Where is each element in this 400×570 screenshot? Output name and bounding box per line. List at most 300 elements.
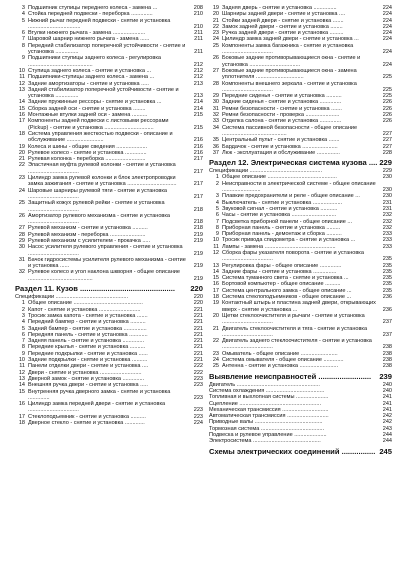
entry-title: Шаровые шарниры рулевой тяги - снятие и установка ................................. (28, 187, 168, 200)
entry-page-number: 217 (193, 193, 203, 200)
entry-title: Контактный штырь и пластина задней двери, открывающих вверх - снятие и установка ... (222, 300, 376, 313)
toc-entry (209, 326, 392, 339)
entry-number: 12 (18, 369, 25, 376)
entry-title: Автоматическая трансмиссия ........................... (209, 413, 329, 420)
entry-title: Задние подкрылки - снятие и установка .......... (28, 357, 148, 364)
entry-number: 8 (21, 42, 25, 49)
entry-title: Ступица заднего колеса - снятие и установка ... (28, 67, 152, 74)
entry-page-number: 235 (382, 281, 392, 288)
entry-page-number: 217 (193, 168, 203, 175)
entry-title: Колеса и шины - общие сведения .................... (28, 143, 148, 150)
entry-number: 13 (18, 375, 25, 382)
entry-page-number: 242 (382, 419, 392, 426)
entry-number: 35 (212, 137, 219, 144)
entry-number: 9 (215, 231, 219, 238)
entry-page-number: 219 (193, 231, 203, 238)
entry-number: 23 (212, 30, 219, 37)
section-heading (209, 158, 392, 167)
entry-page-number: 218 (193, 225, 203, 232)
entry-number: 25 (212, 363, 219, 370)
entry-number: 13 (212, 262, 219, 269)
entry-title: Система охлаждения ...................................... (209, 387, 325, 394)
entry-page-number: 219 (193, 237, 203, 244)
entry-title: Спецификации ............................................... (15, 294, 129, 301)
entry-title: Двигатель заднего стеклоочистителя - снятие и установка ................................. (222, 338, 372, 351)
entry-title: Омыватель - общее описание ........................ (222, 350, 338, 357)
entry-title: Рулевой механизм с усилителем - прокачка ..... (28, 237, 151, 244)
entry-page-number: 221 (193, 306, 203, 313)
toc-right-column (209, 5, 392, 457)
entry-page-number: 244 (382, 432, 392, 438)
toc-entry (209, 55, 392, 68)
entry-page-number: 235 (382, 268, 392, 275)
entry-title: Ремни безопасности - проверка ...................... (222, 112, 340, 119)
section-title: Схемы электрических соединений ................ (209, 446, 376, 456)
entry-title: Нижний рычаг передней подвески - снятие и установка .................................. (28, 17, 171, 30)
entry-page-number: 243 (382, 425, 392, 432)
entry-page-number: 240 (382, 381, 392, 388)
entry-number: 37 (212, 149, 219, 156)
entry-number: 8 (21, 344, 25, 351)
entry-page-number: 224 (382, 11, 392, 18)
entry-page-number: 223 (193, 394, 203, 401)
entry-number: 4 (215, 199, 219, 206)
entry-title: Общее описание ............................................. (222, 174, 337, 181)
entry-number: 17 (18, 413, 25, 420)
toc-entry (15, 55, 203, 68)
entry-page-number: 224 (382, 23, 392, 30)
entry-title: Звуковой сигнал - снятие и установка ........... (222, 205, 338, 212)
toc-entry (15, 87, 203, 100)
entry-page-number: 218 (193, 219, 203, 226)
entry-number: 2 (215, 180, 219, 187)
entry-page-number: 221 (193, 325, 203, 332)
entry-number: 8 (215, 224, 219, 231)
entry-number: 5 (21, 17, 25, 24)
toc-entry (15, 162, 203, 175)
entry-number: 22 (212, 338, 219, 345)
toc-entry (209, 438, 392, 444)
entry-title: Стойка передней подвески - переборка .............. (28, 11, 153, 18)
entry-number: 32 (18, 269, 25, 276)
entry-number: 31 (212, 105, 219, 112)
entry-page-number: 221 (193, 350, 203, 357)
entry-number: 14 (212, 268, 219, 275)
entry-page-number: 219 (193, 250, 203, 257)
entry-page-number: 235 (382, 256, 392, 263)
entry-page-number: 233 (382, 243, 392, 250)
entry-page-number: 217 (193, 181, 203, 188)
entry-title: Задние фары - снятие и установка ............... (222, 268, 337, 275)
entry-page-number: 215 (193, 124, 203, 131)
entry-number: 23 (212, 350, 219, 357)
entry-page-number: 214 (193, 105, 203, 112)
entry-page-number: 224 (382, 5, 392, 11)
entry-number: 17 (212, 287, 219, 294)
entry-title: Приводные валы ............................................ (209, 419, 323, 426)
entry-number: 11 (213, 243, 219, 250)
entry-number: 3 (21, 312, 25, 319)
entry-title: Подшипники ступицы заднего колеса - регулировка .......................................... (28, 55, 161, 68)
entry-page-number: 210 (193, 23, 203, 30)
entry-page-number: 219 (193, 275, 203, 282)
entry-page-number: 212 (193, 61, 203, 68)
entry-page-number: 236 (382, 294, 392, 301)
entry-number: 6 (21, 331, 25, 338)
entry-page-number: 212 (193, 67, 203, 74)
entry-page-number: 230 (382, 193, 392, 200)
entry-title: Приборная панель - демонтаж и сборка .......... (222, 231, 342, 238)
toc-entry (15, 118, 203, 131)
section-heading (209, 372, 392, 381)
entry-number: 31 (18, 256, 25, 263)
entry-title: Люк - эксплуатация и обслуживание ............... (222, 149, 340, 156)
entry-page-number: 236 (382, 306, 392, 313)
entry-page-number: 230 (382, 187, 392, 194)
entry-title: Компоненты задней подвески с листовыми рессорами (Pickup) - снятие и установка ................................ (28, 118, 169, 131)
entry-page-number: 238 (382, 344, 392, 351)
entry-number: 18 (212, 294, 219, 301)
entry-title: Неисправности в электрической системе - общее описание ......................... (222, 180, 376, 194)
entry-title: Передний стабилизатор поперечной устойчивости - снятие и установка ............... (28, 42, 186, 56)
entry-page-number: 221 (193, 357, 203, 364)
entry-number: 25 (212, 42, 219, 49)
entry-number: 19 (212, 5, 219, 11)
entry-number: 32 (212, 112, 219, 119)
entry-page-number: 226 (382, 118, 392, 125)
entry-number: 10 (212, 237, 219, 244)
entry-page-number: 221 (193, 319, 203, 326)
entry-title: Топливная и выхлопная системы ..................... (209, 394, 329, 401)
entry-number: 27 (212, 67, 219, 74)
entry-page-number: 226 (382, 105, 392, 112)
entry-title: Система туманного света - снятие и установка ... (222, 275, 349, 282)
entry-title: Сцепление ..................................................... (209, 400, 321, 407)
entry-page-number: 238 (382, 363, 392, 370)
entry-title: Передние подкрылки - снятие и установка ...... (28, 350, 148, 357)
toc-entry (15, 131, 203, 144)
entry-title: Ремни безопасности - снятие и установка ....... (222, 105, 342, 112)
entry-page-number: 224 (193, 420, 203, 426)
entry-title: Рулевой механизм - переборка ....................... (28, 231, 146, 238)
toc-entry (209, 68, 392, 81)
entry-title: Дверной замок - снятие и установка .............. (28, 375, 145, 382)
entry-number: 12 (18, 80, 25, 87)
toc-entry (209, 81, 392, 94)
entry-title: Боковые задние противорывающиеся окна - снятие и установка ................................. (222, 55, 361, 68)
entry-page-number: 221 (193, 338, 203, 345)
section-heading (15, 284, 203, 293)
entry-title: Задняя дверь - снятие и установка ............... (222, 5, 337, 11)
entry-number: 17 (18, 118, 25, 125)
entry-page-number: 232 (382, 212, 392, 219)
entry-number: 10 (18, 357, 25, 364)
section-page-number: 229 (379, 158, 392, 168)
entry-page-number: 235 (382, 287, 392, 294)
toc-entry (15, 244, 203, 257)
entry-page-number: 216 (193, 149, 203, 156)
entry-page-number: 212 (193, 74, 203, 81)
entry-page-number: 211 (194, 49, 203, 56)
entry-title: Задние пружинные рессоры - снятие и установка ... (28, 99, 162, 106)
entry-title: Подшипники-ступицы заднего колеса - замена ... (28, 74, 155, 81)
entry-page-number: 224 (382, 36, 392, 43)
entry-number: 13 (18, 86, 25, 93)
toc-entry (15, 200, 203, 213)
entry-title: Лампы - замена .............................................. (222, 243, 336, 250)
entry-page-number: 241 (382, 394, 392, 401)
entry-page-number: 235 (382, 275, 392, 282)
entry-title: Отделка салона - снятие и установка .............. (222, 118, 342, 125)
entry-number: 36 (212, 143, 219, 150)
entry-number: 24 (212, 36, 219, 43)
entry-title: Механическая трансмиссия .............................. (209, 406, 329, 413)
entry-number: 21 (212, 17, 219, 24)
entry-number: 26 (212, 55, 219, 62)
entry-number: 24 (212, 357, 219, 364)
entry-title: Защитный кожух рулевой рейки - снятие и установка ................................. (28, 200, 165, 213)
entry-page-number: 224 (382, 30, 392, 37)
entry-number: 16 (18, 112, 25, 119)
toc-entry (209, 363, 392, 369)
section-title: Раздел 12. Электрическая система кузова .... (209, 158, 378, 168)
entry-number: 5 (21, 325, 25, 332)
entry-page-number: 232 (382, 218, 392, 225)
entry-title: Подшипник ступицы переднего колеса - замена ... (28, 5, 158, 11)
entry-title: Бортовой компьютер - общее описание .......... (222, 281, 341, 288)
entry-page-number: 221 (193, 331, 203, 338)
entry-title: Передний бампер - снятие и установка .......... (28, 319, 146, 326)
toc-entry (15, 213, 203, 226)
entry-number: 28 (212, 80, 219, 87)
entry-number: 29 (18, 237, 25, 244)
entry-page-number: 241 (382, 400, 392, 407)
toc-entry (15, 175, 203, 188)
entry-number: 1 (215, 174, 219, 181)
entry-title: Щетки стеклоочистителя и рычаги - снятие и установка ................................. (222, 312, 365, 326)
entry-title: Система центрального замка - общее описание ... (222, 287, 352, 294)
entry-title: Амортизатор рулевого механизма - снятие и установка ................................. (28, 212, 171, 226)
entry-page-number: 223 (193, 382, 203, 389)
entry-number: 3 (21, 5, 25, 11)
toc-entry (15, 18, 203, 31)
entry-title: Замок задней двери - снятие и установка ........ (222, 23, 343, 30)
entry-number: 20 (212, 312, 219, 319)
entry-page-number: 235 (382, 262, 392, 269)
entry-number: 18 (18, 420, 25, 426)
entry-title: Система омывателя - общее описание ............. (222, 357, 344, 364)
entry-number: 19 (18, 143, 25, 150)
entry-title: Боковые задние противорывающиеся окна - замена уплотнителя ............................... (222, 67, 357, 81)
entry-page-number: 213 (193, 80, 203, 87)
entry-number: 6 (21, 30, 25, 37)
entry-number: 6 (215, 212, 219, 219)
entry-title: Подсветка приборной панели - общее описание ... (222, 218, 353, 225)
entry-title: Система управления жесткостью подвески - описание и обслуживание ........................ (28, 130, 173, 144)
entry-title: Выключатель - снятие и установка ................... (222, 199, 343, 206)
entry-number: 7 (21, 36, 25, 43)
entry-title: Плавкие предохранители и реле - общее описание ... (222, 193, 360, 200)
entry-page-number: 229 (382, 168, 392, 175)
entry-title: Стойки задней двери - снятие и установка ....... (222, 17, 344, 24)
entry-title: Система стеклоподъемников - общее описание ... (222, 294, 352, 301)
entry-title: Часы - снятие и установка ............................. (222, 212, 337, 219)
entry-page-number: 224 (382, 49, 392, 56)
entry-page-number: 238 (382, 357, 392, 364)
entry-number: 18 (18, 130, 25, 137)
entry-title: Рулевой механизм - снятие и установка .......... (28, 225, 148, 232)
toc-left-column (15, 5, 203, 426)
entry-title: Сборка фары указателя поворота - снятие и установка ................................. (222, 249, 364, 263)
entry-page-number: 222 (193, 363, 203, 370)
entry-title: Рулевая колонка - переборка .......................... (28, 156, 146, 163)
entry-number: 30 (212, 99, 219, 106)
entry-title: Компоненты внешнего зеркала - снятие и установка ................................. (222, 80, 357, 93)
entry-page-number: 223 (193, 413, 203, 420)
entry-title: Подвеска и рулевое управление ..................... (209, 432, 327, 438)
entry-page-number: 244 (382, 438, 392, 445)
entry-title: Ручка задней двери - снятие и установка ......... (222, 30, 344, 37)
entry-title: Тросик привода спидометра - снятие и установка ... (222, 237, 356, 244)
toc-entry (209, 313, 392, 326)
entry-page-number: 217 (193, 156, 203, 163)
entry-number: 21 (212, 325, 219, 332)
toc-entry (209, 125, 392, 138)
entry-page-number: 224 (382, 61, 392, 68)
entry-title: Система пассивной безопасности - общее описание .......................................... (222, 124, 358, 137)
entry-page-number: 213 (193, 93, 203, 100)
entry-number: 34 (212, 124, 219, 131)
entry-number: 30 (18, 244, 25, 251)
entry-number: 15 (18, 105, 25, 112)
entry-title: Задние амортизаторы - снятие и установка ..... (28, 80, 149, 87)
entry-title: Задний стабилизатор поперечной устойчивости - снятие и установка ............... (28, 86, 179, 100)
toc-entry (15, 269, 203, 282)
entry-number: 29 (212, 93, 219, 100)
entry-number: 20 (212, 11, 219, 18)
entry-number: 16 (18, 401, 25, 408)
entry-number: 26 (18, 212, 25, 219)
entry-page-number: 225 (382, 93, 392, 100)
entry-title: Двери - снятие и установка ........................... (28, 369, 142, 376)
entry-title: Антенна - снятие и установка ......................... (222, 363, 339, 370)
entry-title: Передние крылья - снятие и установка .......... (28, 344, 146, 351)
entry-title: Насос усилителя рулевого управления - снятие и установка ................................. (28, 244, 183, 257)
entry-title: Задние сиденья - снятие и установка .............. (222, 99, 342, 106)
entry-title: Передняя панель - снятие и установка ............ (28, 331, 148, 338)
entry-number: 16 (212, 281, 219, 288)
entry-number: 24 (18, 187, 25, 194)
entry-title: Тормозная система ......................................... (209, 425, 325, 432)
toc-entry (209, 181, 392, 194)
section-title: Выявление неисправностей ......................... (209, 371, 372, 381)
entry-page-number: 226 (382, 99, 392, 106)
entry-page-number: 221 (193, 312, 203, 319)
entry-number: 19 (212, 300, 219, 307)
entry-page-number: 231 (382, 205, 392, 212)
entry-number: 28 (18, 231, 25, 238)
toc-entry (15, 43, 203, 56)
entry-title: Задний бампер - снятие и установка ............... (28, 325, 147, 332)
entry-title: Регулировка фары - общее описание .............. (222, 262, 342, 269)
entry-page-number: 240 (382, 387, 392, 394)
entry-number: 7 (215, 218, 219, 225)
entry-number: 12 (212, 249, 219, 256)
entry-title: Сборка задней оси - снятие и установка ........ (28, 105, 146, 112)
entry-number: 23 (18, 175, 25, 182)
entry-page-number: 221 (193, 344, 203, 351)
entry-page-number: 227 (382, 130, 392, 137)
entry-title: Двигатель ...................................................... (209, 381, 320, 388)
entry-page-number: 211 (194, 30, 203, 37)
toc-entry (15, 257, 203, 270)
entry-page-number: 233 (382, 231, 392, 238)
entry-page-number: 211 (194, 36, 203, 43)
toc-entry (209, 300, 392, 313)
entry-title: Задняя панель - снятие и установка .............. (28, 338, 145, 345)
entry-number: 22 (212, 23, 219, 30)
entry-page-number: 241 (382, 406, 392, 413)
entry-number: 4 (21, 11, 25, 18)
entry-title: Монтажные втулки задней оси - замена .......... (28, 112, 148, 119)
toc-entry (15, 188, 203, 201)
section-heading (209, 447, 392, 456)
entry-title: Общее описание ............................................. (28, 300, 143, 307)
entry-page-number: 220 (193, 300, 203, 307)
entry-title: Приборная панель - снятие и установка ......... (222, 224, 341, 231)
entry-title: Цилиндр замка рулевой колонки и блок электропроводки замка зажигания - снятие и установка ................................ (28, 175, 177, 188)
entry-page-number: 233 (382, 237, 392, 244)
entry-title: Тросик замка капота - снятие и установка ....... (28, 312, 148, 319)
entry-number: 5 (215, 205, 219, 212)
toc-entry (209, 150, 392, 156)
entry-title: Центральный пульт - снятие и установка ....... (222, 137, 340, 144)
entry-number: 11 (19, 363, 25, 370)
entry-number: 10 (18, 67, 25, 74)
entry-number: 2 (21, 306, 25, 313)
section-title: Раздел 11. Кузов ............................................. (15, 284, 175, 294)
toc-entry (209, 250, 392, 263)
entry-title: Шаровой шарнир нижнего рычага - замена ...... (28, 36, 150, 43)
entry-number: 22 (18, 162, 25, 169)
section-page-number: 245 (379, 446, 392, 456)
entry-page-number: 210 (193, 11, 203, 18)
entry-number: 4 (21, 319, 25, 326)
section-page-number: 239 (379, 371, 392, 381)
entry-number: 14 (18, 99, 25, 106)
entry-title: Эластичная муфта рулевой колонки - снятие и установка ................................. (28, 162, 176, 175)
entry-number: 15 (212, 275, 219, 282)
entry-title: Бачок гидросистемы усилителя рулевого механизма - снятие и установка ...... (28, 256, 186, 270)
entry-number: 33 (212, 118, 219, 125)
toc-entry (15, 389, 203, 402)
entry-page-number: 222 (193, 369, 203, 376)
entry-title: Цилиндр замка задней двери - снятие и установка ... (222, 36, 359, 43)
entry-title: Передние сиденья - снятие и установка .......... (222, 93, 342, 100)
entry-title: Двигатель стеклоочистителя и тяга - снятие и установка ................................. (222, 325, 368, 338)
entry-title: Капот - снятие и установка ........................... (28, 306, 141, 313)
entry-page-number: 226 (382, 112, 392, 119)
entry-page-number: 220 (193, 294, 203, 301)
entry-number: 21 (18, 156, 25, 163)
entry-page-number: 215 (193, 112, 203, 119)
toc-entry (15, 401, 203, 414)
entry-title: Электросистема ............................................ (209, 438, 321, 445)
entry-title: Шарниры задней двери - снятие и установка .... (222, 11, 346, 18)
entry-number: 9 (21, 350, 25, 357)
entry-page-number: 237 (382, 319, 392, 326)
entry-number: 11 (19, 74, 25, 81)
